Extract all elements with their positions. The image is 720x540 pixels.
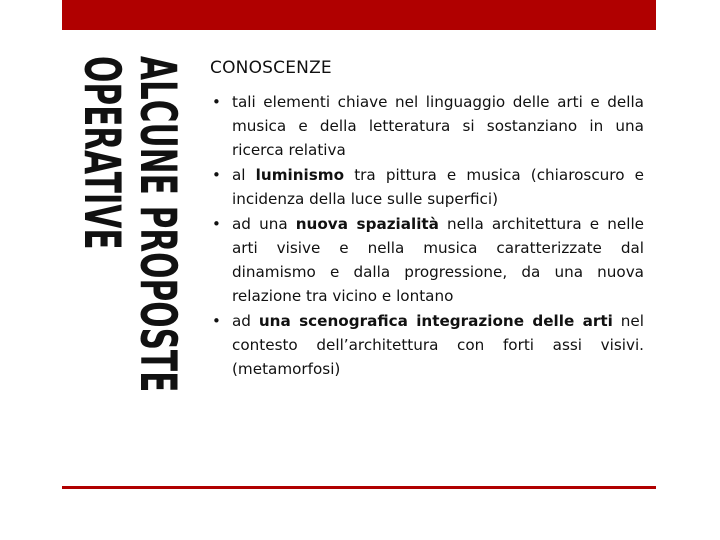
bullet-text: tali elementi chiave nel linguaggio delle arti e della musica e della letteratura si sostanziano in una ricerca relativa [232, 93, 644, 159]
bullet-text: ad [232, 312, 259, 330]
bullet-item [210, 212, 644, 308]
bullet-text: nella architettura e nelle arti visive e nella musica caratterizzate dal dinamismo e dalla progressione, da una nuova relazione tra vicino e lontano [232, 215, 645, 305]
bullet-item [210, 309, 644, 381]
bullet-bold-text: luminismo [255, 166, 345, 184]
bullet-item [210, 90, 644, 162]
bullet-bold-text: una scenografica integrazione delle arti [258, 312, 613, 330]
bullet-text: nel contesto dell’architettura con forti assi visivi. (metamorfosi) [232, 312, 644, 378]
bullet-text: tra pittura e musica (chiaroscuro e incidenza della luce sulle superfici) [232, 166, 644, 208]
bullet-dot-icon: • [212, 166, 221, 184]
slide-content [210, 58, 644, 382]
section-heading: CONOSCENZE [210, 58, 332, 78]
bullet-item [210, 163, 644, 211]
bullet-dot-icon: • [212, 215, 221, 233]
title-line-1: ALCUNE PROPOSTE [129, 56, 187, 393]
bullet-list [210, 90, 644, 381]
bullet-dot-icon: • [212, 93, 221, 111]
bullet-dot-icon: • [212, 312, 221, 330]
bullet-text: ad una [232, 215, 296, 233]
bottom-divider [62, 486, 656, 489]
title-line-2: OPERATIVE [73, 56, 131, 250]
bullet-bold-text: nuova spazialità [295, 215, 439, 233]
vertical-title [72, 56, 188, 442]
top-accent-bar [62, 0, 656, 30]
bullet-text: al [232, 166, 256, 184]
